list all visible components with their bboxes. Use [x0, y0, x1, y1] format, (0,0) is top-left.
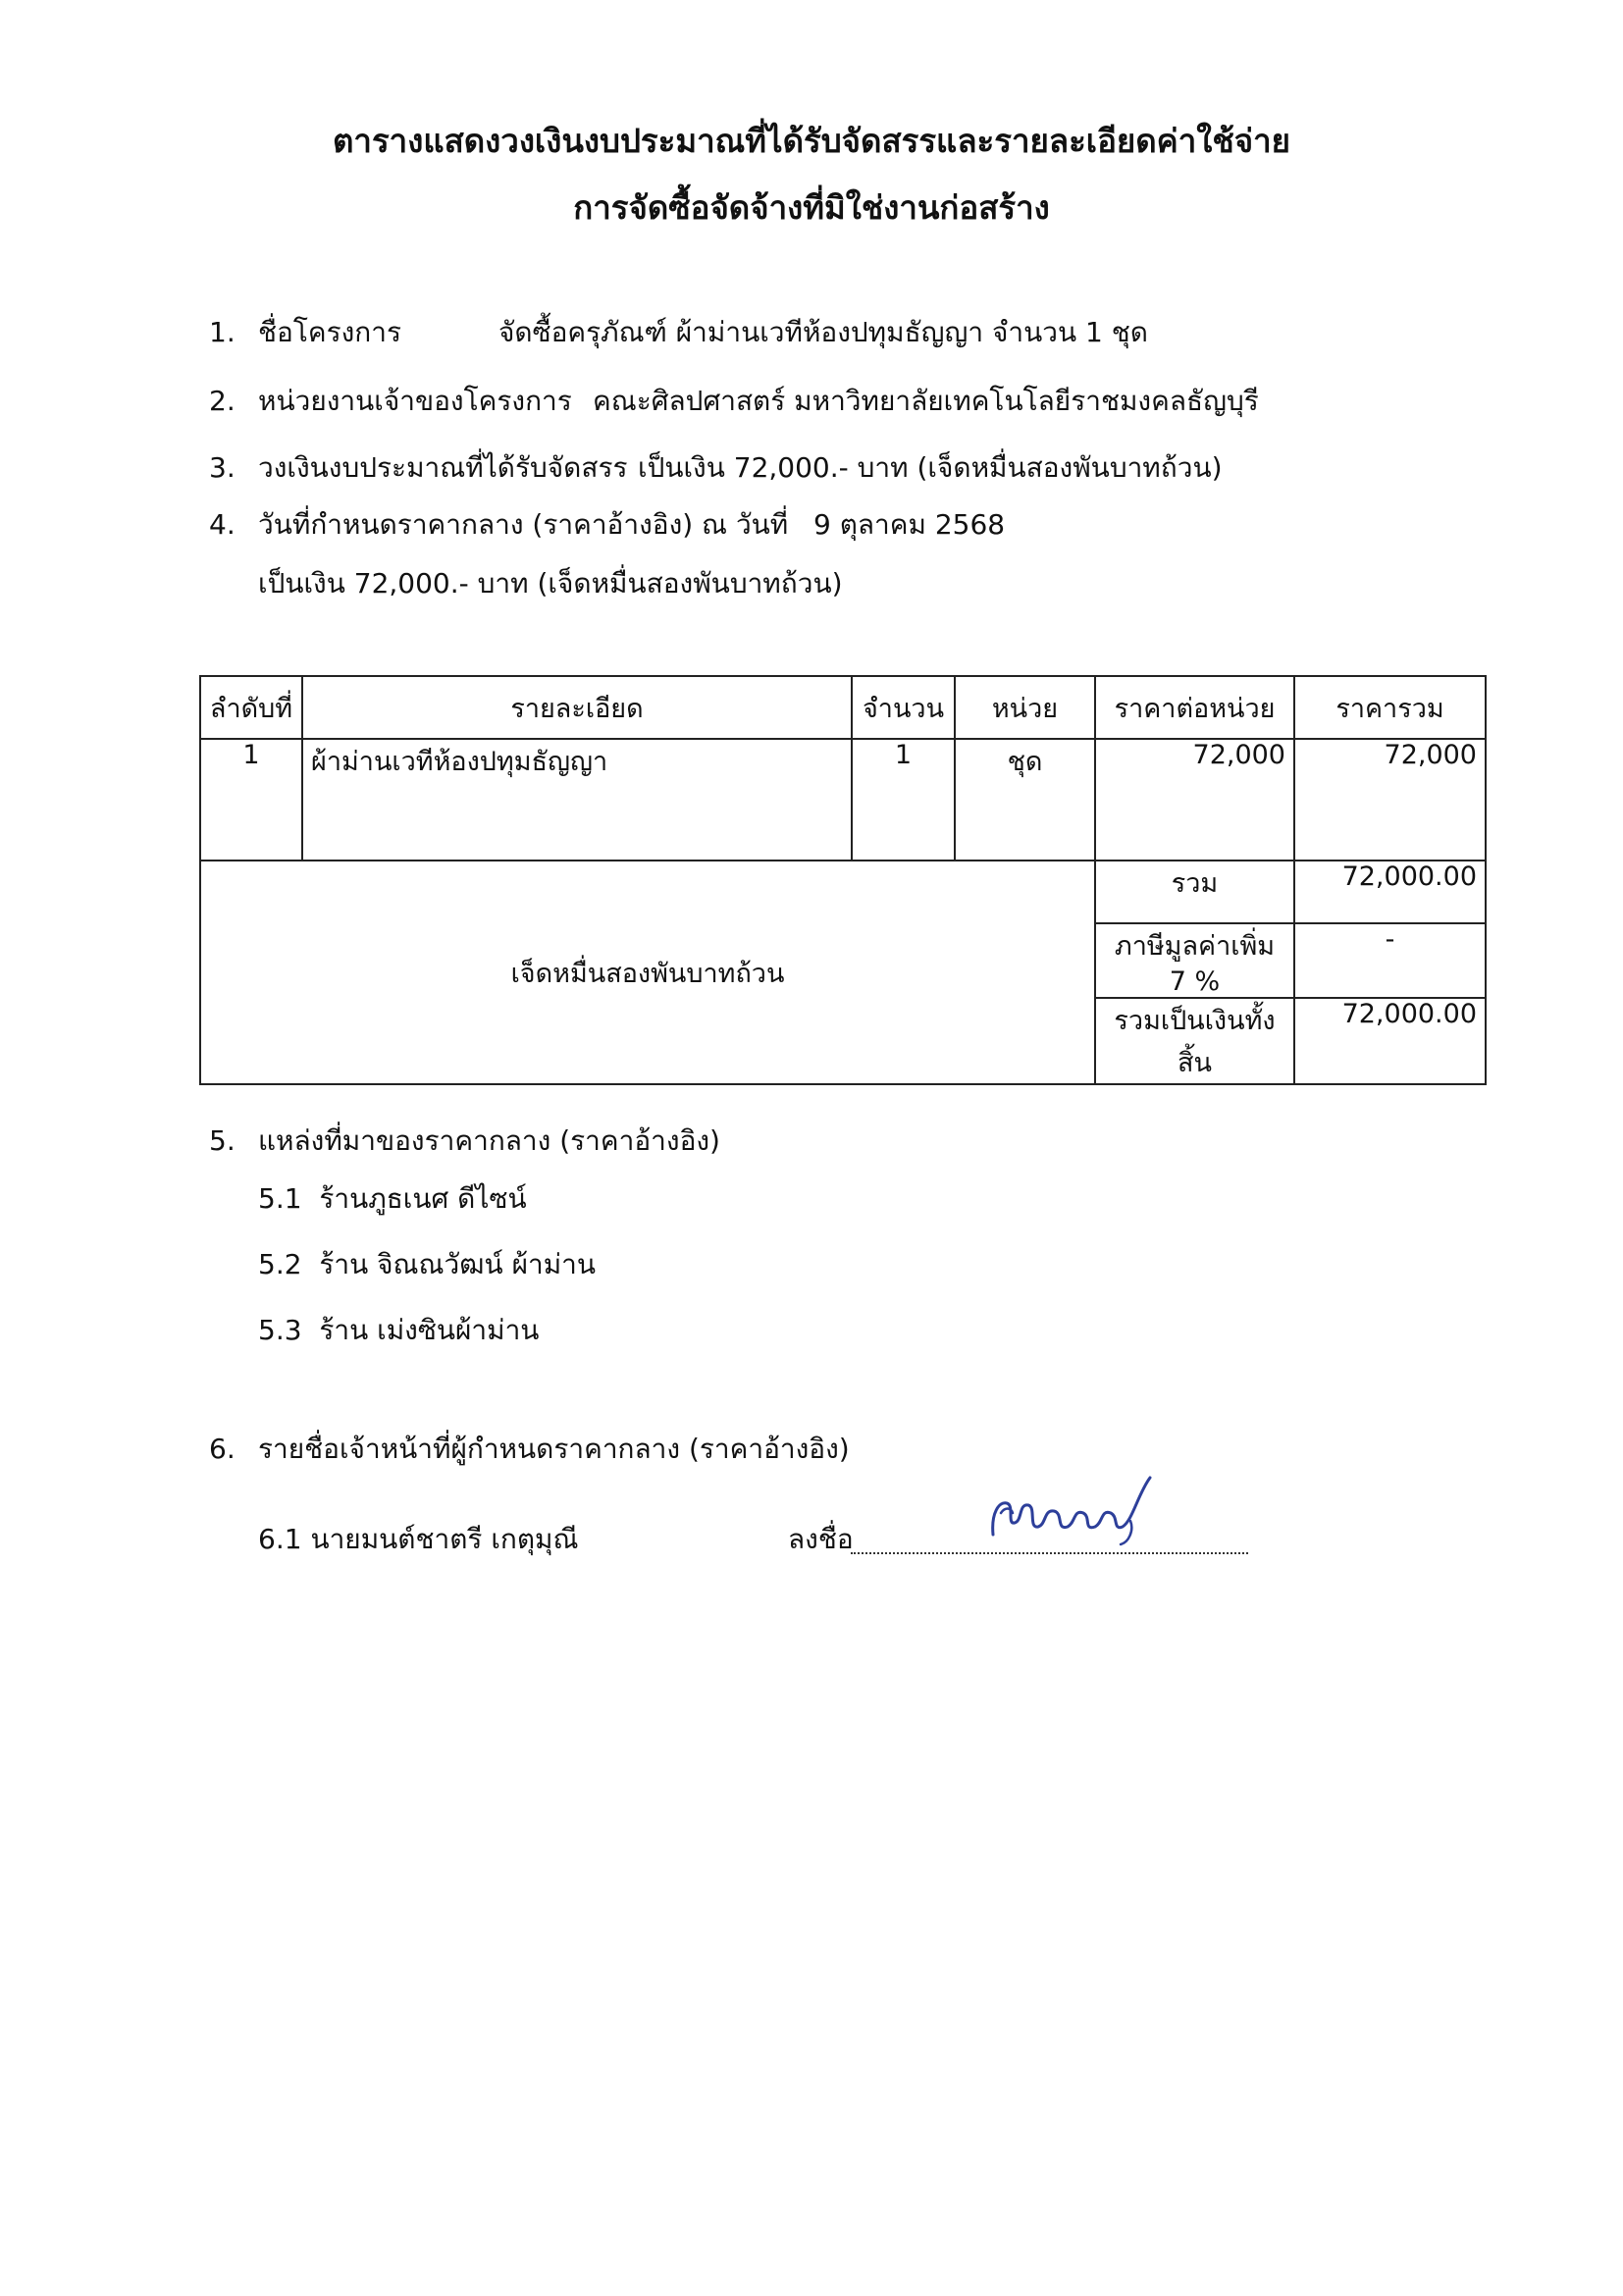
cell-unit-price: 72,000	[1095, 739, 1294, 861]
item-label: หน่วยงานเจ้าของโครงการ	[258, 385, 572, 417]
item-number: 4.	[209, 508, 236, 541]
item-number: 1.	[209, 316, 236, 348]
list-item-name: ร้านภูธเนศ ดีไซน์	[319, 1182, 527, 1215]
header-detail: รายละเอียด	[302, 676, 852, 739]
signature-image	[985, 1474, 1162, 1552]
list-item	[258, 1314, 539, 1347]
summary-value: 72,000.00	[1294, 998, 1486, 1084]
item-number: 2.	[209, 385, 236, 417]
header-qty: จำนวน	[852, 676, 955, 739]
item-label: รายชื่อเจ้าหน้าที่ผู้กำหนดราคากลาง (ราคาอ้างอิง)	[258, 1433, 850, 1465]
summary-label: รวมเป็นเงินทั้งสิ้น	[1095, 998, 1294, 1084]
list-item-number: 5.2	[258, 1248, 302, 1280]
official-name: นายมนต์ชาตรี เกตุมุณี	[310, 1523, 579, 1555]
summary-value: 72,000.00	[1294, 861, 1486, 923]
header-unit-price: ราคาต่อหน่วย	[1095, 676, 1294, 739]
table-header-row	[200, 676, 1486, 739]
list-item-number: 5.1	[258, 1182, 302, 1215]
sources-heading	[209, 1124, 720, 1158]
item-budget-value: เป็นเงิน 72,000.- บาท (เจ็ดหมื่นสองพันบาทถ้วน)	[638, 451, 1223, 484]
list-item-name: ร้าน จิณณวัฒน์ ผ้าม่าน	[319, 1248, 597, 1280]
list-item-name: ร้าน เม่งซินผ้าม่าน	[319, 1314, 540, 1346]
header-unit: หน่วย	[955, 676, 1095, 739]
cell-qty: 1	[852, 739, 955, 861]
cell-detail: ผ้าม่านเวทีห้องปทุมธัญญา	[302, 739, 852, 861]
item-number: 5.	[209, 1124, 236, 1157]
sign-label: ลงชื่อ	[788, 1523, 854, 1555]
item-owner-unit-value: คณะศิลปศาสตร์ มหาวิทยาลัยเทคโนโลยีราชมงคลธัญบุรี	[593, 385, 1259, 417]
cell-seq: 1	[200, 739, 302, 861]
summary-label: ภาษีมูลค่าเพิ่ม 7 %	[1095, 923, 1294, 998]
item-project-name	[209, 316, 401, 349]
item-label: วงเงินงบประมาณที่ได้รับจัดสรร	[258, 451, 628, 484]
table-row	[200, 739, 1486, 861]
list-item	[258, 1182, 527, 1216]
cell-unit: ชุด	[955, 739, 1095, 861]
item-reference-date	[209, 508, 788, 542]
item-label: แหล่งที่มาของราคากลาง (ราคาอ้างอิง)	[258, 1124, 720, 1157]
list-item-number: 5.3	[258, 1314, 302, 1346]
header-seq: ลำดับที่	[200, 676, 302, 739]
signature-line	[851, 1552, 1248, 1554]
item-label: วันที่กำหนดราคากลาง (ราคาอ้างอิง) ณ วันที่	[258, 508, 789, 541]
header-total: ราคารวม	[1294, 676, 1486, 739]
list-item	[258, 1248, 596, 1281]
cell-total: 72,000	[1294, 739, 1486, 861]
item-number: 3.	[209, 451, 236, 484]
item-owner-unit	[209, 385, 572, 418]
summary-label: รวม	[1095, 861, 1294, 923]
official-entry	[258, 1523, 578, 1556]
price-table	[199, 675, 1487, 1085]
amount-in-words: เจ็ดหมื่นสองพันบาทถ้วน	[200, 861, 1095, 1084]
officials-heading	[209, 1433, 850, 1466]
item-reference-date-value: 9 ตุลาคม 2568	[813, 508, 1006, 541]
item-number: 6.	[209, 1433, 236, 1465]
document-title-line1: ตารางแสดงวงเงินงบประมาณที่ได้รับจัดสรรและรายละเอียดค่าใช้จ่าย	[333, 122, 1290, 160]
item-budget	[209, 451, 628, 485]
summary-row-subtotal	[200, 861, 1486, 923]
item-project-name-value: จัดซื้อครุภัณฑ์ ผ้าม่านเวทีห้องปทุมธัญญา จำนวน 1 ชุด	[498, 316, 1148, 348]
item-reference-amount: เป็นเงิน 72,000.- บาท (เจ็ดหมื่นสองพันบาทถ้วน)	[258, 567, 843, 600]
list-item-number: 6.1	[258, 1523, 302, 1555]
item-label: ชื่อโครงการ	[258, 316, 402, 348]
summary-value: -	[1294, 923, 1486, 998]
document-title-line2: การจัดซื้อจัดจ้างที่มิใช่งานก่อสร้าง	[573, 188, 1050, 227]
